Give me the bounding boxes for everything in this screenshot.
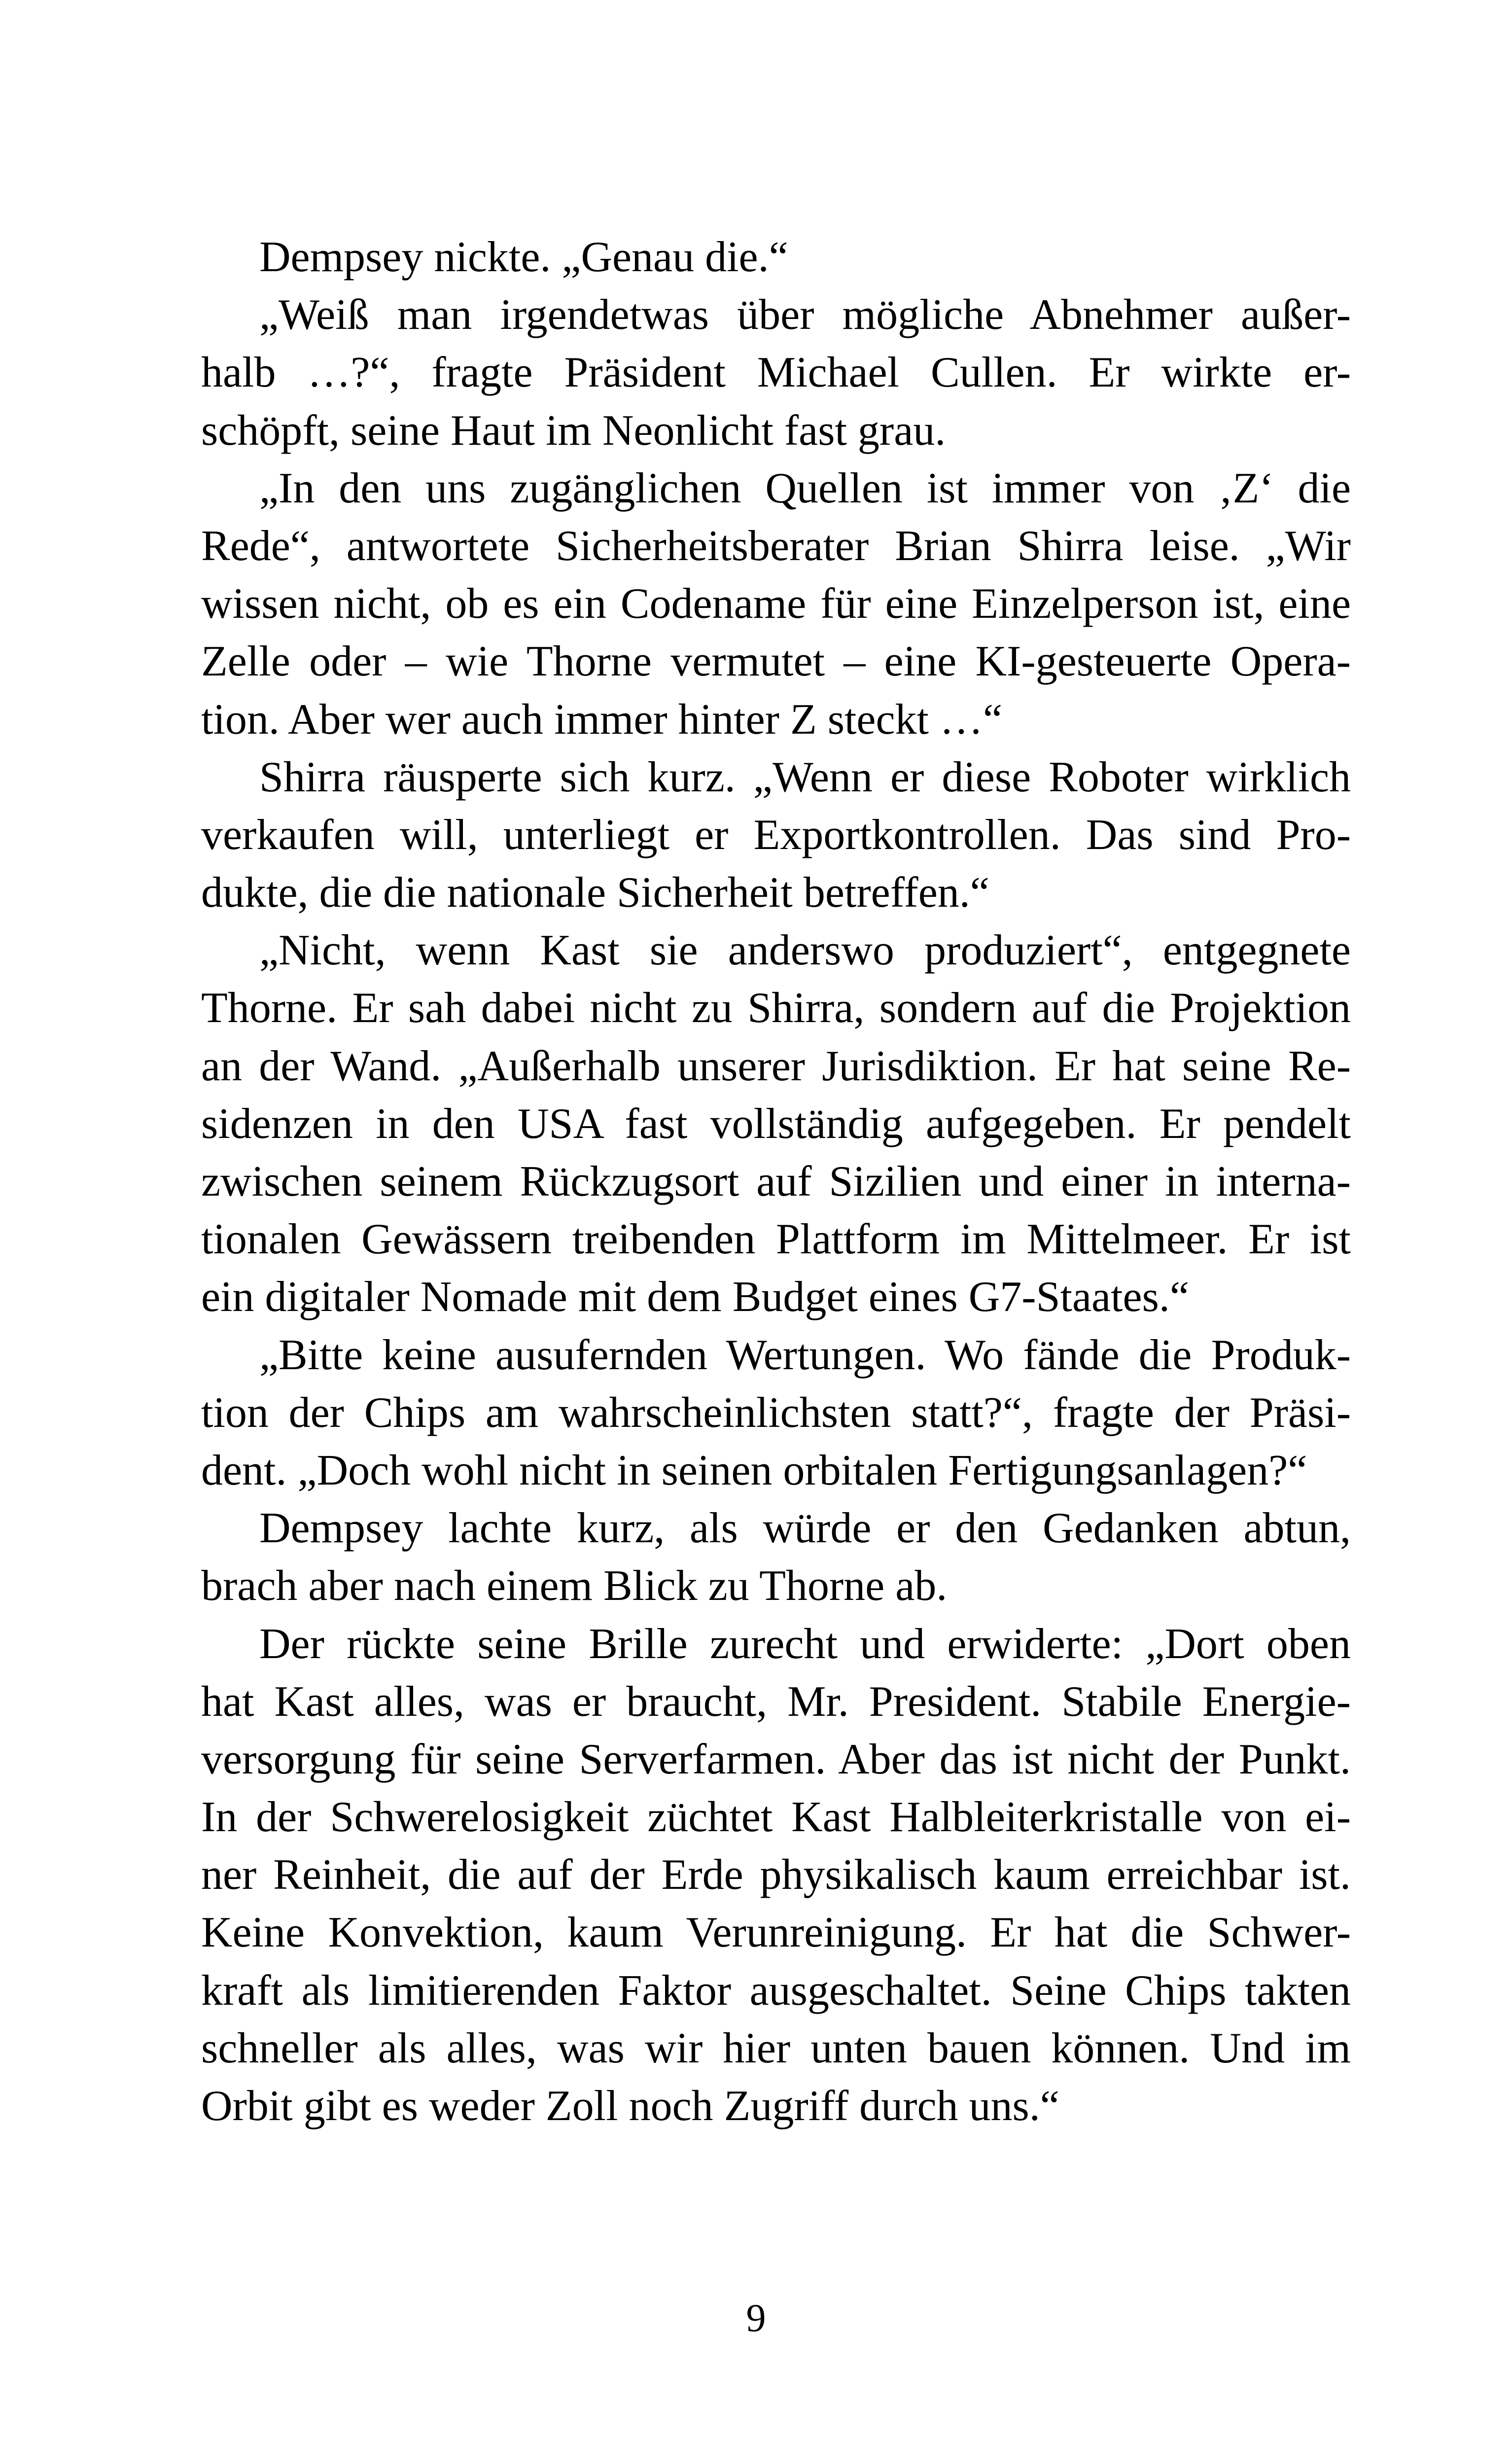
text-line: In der Schwerelosigkeit züchtet Kast Halbleiterkristalle von ei- <box>201 1793 1351 1842</box>
text-line: an der Wand. „Außerhalb unserer Jurisdiktion. Er hat seine Re- <box>201 1042 1351 1090</box>
text-line: brach aber nach einem Blick zu Thorne ab. <box>201 1562 948 1610</box>
text-line: Zelle oder – wie Thorne vermutet – eine KI-gesteuerte Opera- <box>201 638 1351 686</box>
text-line: „In den uns zugänglichen Quellen ist immer von ‚Z‘ die <box>259 464 1351 512</box>
text-line: „Weiß man irgendetwas über mögliche Abnehmer außer- <box>259 291 1351 339</box>
body-text <box>201 228 1351 2135</box>
text-line: ein digitaler Nomade mit dem Budget eines G7-Staates.“ <box>201 1273 1189 1321</box>
text-line: „Nicht, wenn Kast sie anderswo produziert“, entgegnete <box>259 926 1351 975</box>
text-line: dent. „Doch wohl nicht in seinen orbitalen Fertigungsanlagen?“ <box>201 1446 1307 1494</box>
text-line: Dempsey lachte kurz, als würde er den Gedanken abtun, <box>259 1504 1351 1553</box>
text-line: Der rückte seine Brille zurecht und erwiderte: „Dort oben <box>259 1620 1351 1668</box>
text-line: versorgung für seine Serverfarmen. Aber das ist nicht der Punkt. <box>201 1735 1351 1783</box>
text-line: Orbit gibt es weder Zoll noch Zugriff durch uns.“ <box>201 2082 1059 2130</box>
text-line: ner Reinheit, die auf der Erde physikalisch kaum erreichbar ist. <box>201 1851 1351 1899</box>
text-line: Dempsey nickte. „Genau die.“ <box>259 233 788 281</box>
text-line: verkaufen will, unterliegt er Exportkontrollen. Das sind Pro- <box>201 811 1351 859</box>
text-line: dukte, die die nationale Sicherheit betreffen.“ <box>201 869 989 917</box>
text-line: sidenzen in den USA fast vollständig aufgegeben. Er pendelt <box>201 1099 1351 1148</box>
text-line: Keine Konvektion, kaum Verunreinigung. Er hat die Schwer- <box>201 1909 1351 1957</box>
text-line: tionalen Gewässern treibenden Plattform im Mittelmeer. Er ist <box>201 1215 1351 1264</box>
page-number: 9 <box>746 2297 766 2340</box>
text-line: zwischen seinem Rückzugsort auf Sizilien und einer in interna- <box>201 1158 1351 1205</box>
text-line: wissen nicht, ob es ein Codename für eine Einzelperson ist, eine <box>201 580 1351 628</box>
text-line: tion. Aber wer auch immer hinter Z steckt …“ <box>201 695 1003 744</box>
text-line: Shirra räusperte sich kurz. „Wenn er diese Roboter wirklich <box>259 753 1351 801</box>
text-line: hat Kast alles, was er braucht, Mr. President. Stabile Energie- <box>201 1677 1351 1726</box>
text-line: Rede“, antwortete Sicherheitsberater Brian Shirra leise. „Wir <box>201 522 1351 570</box>
text-line: halb …?“, fragte Präsident Michael Cullen. Er wirkte er- <box>201 349 1351 397</box>
text-line: schöpft, seine Haut im Neonlicht fast grau. <box>201 406 946 455</box>
text-line: Thorne. Er sah dabei nicht zu Shirra, sondern auf die Projektion <box>201 984 1351 1032</box>
text-line: tion der Chips am wahrscheinlichsten statt?“, fragte der Präsi- <box>201 1388 1351 1437</box>
text-line: kraft als limitierenden Faktor ausgeschaltet. Seine Chips takten <box>201 1966 1351 2015</box>
text-line: schneller als alles, was wir hier unten bauen können. Und im <box>201 2024 1351 2072</box>
text-line: „Bitte keine ausufernden Wertungen. Wo fände die Produk- <box>259 1331 1351 1379</box>
